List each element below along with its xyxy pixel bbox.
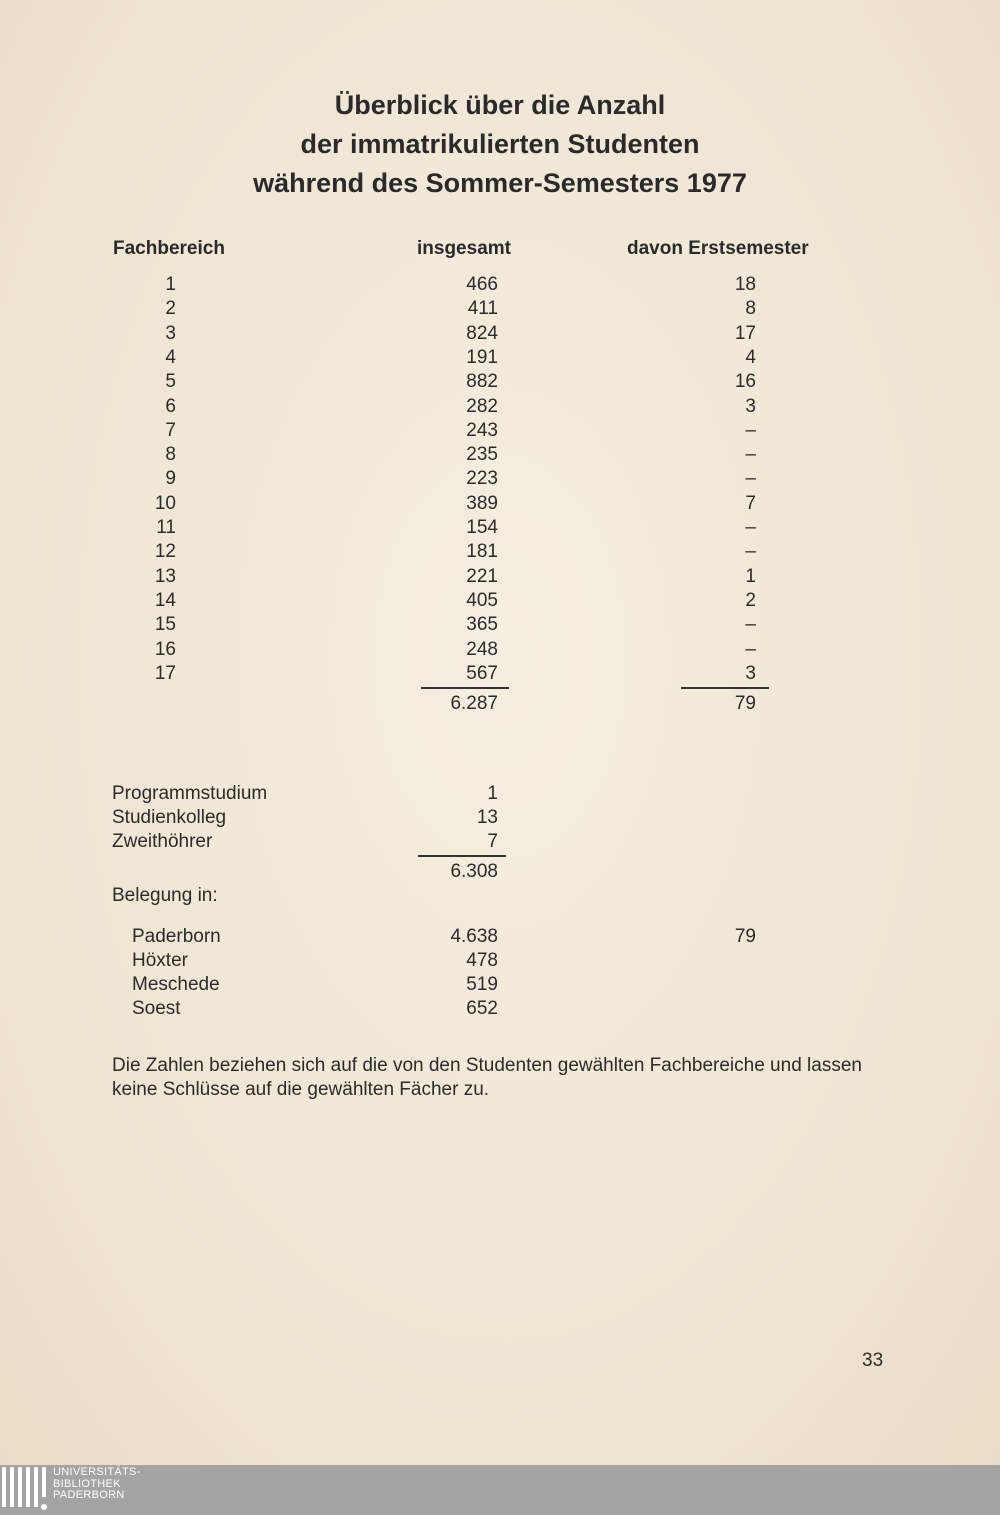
library-name-line-1: UNIVERSITÄTS- [53, 1466, 141, 1478]
fachbereich-number: 8 [165, 444, 176, 466]
location-value: 519 [466, 974, 498, 995]
footnote: Die Zahlen beziehen sich auf die von den Studenten gewählten Fachbereiche und lassen keine Schlüsse auf die gewählten Fächer zu. [112, 1055, 862, 1100]
library-logo-icon [0, 1465, 50, 1515]
fachbereich-number: 12 [154, 541, 176, 563]
total-value: 411 [467, 298, 498, 320]
belegung-heading: Belegung in: [112, 885, 218, 906]
header-fachbereich: Fachbereich [113, 238, 225, 259]
location-label: Paderborn [132, 926, 221, 947]
total-value: 181 [466, 541, 498, 563]
first-semester-value: 8 [745, 298, 756, 320]
first-semester-value: 2 [745, 589, 756, 611]
first-semester-value: – [745, 614, 756, 636]
fachbereich-number: 5 [165, 371, 176, 393]
library-footer-bar [0, 1465, 1000, 1515]
header-erstsemester: davon Erstsemester [627, 238, 809, 259]
fachbereich-number: 9 [165, 468, 176, 490]
extra-label: Studienkolleg [112, 807, 227, 828]
header-insgesamt: insgesamt [417, 238, 511, 259]
first-semester-value: 17 [734, 322, 756, 344]
total-value: 389 [466, 492, 498, 514]
fachbereich-number: 3 [165, 322, 176, 344]
extra-value: 7 [487, 831, 498, 852]
library-name-line-3: PADERBORN [53, 1489, 125, 1501]
total-value: 365 [466, 614, 498, 636]
first-semester-value: – [745, 517, 756, 538]
total-value: 248 [466, 638, 498, 660]
location-value: 652 [466, 998, 498, 1019]
fachbereich-number: 1 [165, 274, 176, 295]
page-number: 33 [862, 1350, 884, 1371]
extra-label: Programmstudium [112, 783, 268, 804]
total-value: 882 [466, 371, 498, 393]
fachbereich-number: 16 [154, 638, 176, 660]
first-semester-value: 3 [745, 395, 756, 417]
total-value: 221 [466, 565, 498, 587]
extra-value: 1 [487, 783, 498, 804]
sum-rule-total [421, 687, 509, 689]
first-semester-value: 3 [745, 662, 756, 684]
extra-label: Zweithöhrer [112, 831, 213, 852]
first-semester-value: – [745, 419, 756, 441]
total-value: 154 [466, 517, 498, 538]
location-value: 478 [466, 950, 498, 971]
location-label: Meschede [132, 974, 220, 995]
first-semester-value: 16 [734, 371, 756, 393]
title-line-2: der immatrikulierten Studenten [300, 129, 700, 159]
first-semester-value: – [745, 541, 756, 563]
total-value: 405 [466, 589, 498, 611]
total-value: 243 [466, 419, 498, 441]
first-semester-value: – [745, 468, 756, 490]
grand-total: 6.308 [450, 861, 498, 882]
fachbereich-number: 7 [165, 419, 176, 441]
subtotal-total: 6.287 [450, 693, 498, 714]
fachbereich-number: 11 [156, 517, 176, 538]
fachbereich-number: 6 [165, 395, 176, 417]
first-semester-value: 18 [734, 274, 756, 295]
first-semester-value: – [745, 444, 756, 466]
fachbereich-number: 4 [165, 346, 176, 368]
location-label: Soest [132, 998, 181, 1019]
total-value: 466 [466, 274, 498, 295]
total-value: 191 [466, 346, 498, 368]
library-name [53, 1467, 141, 1502]
total-value: 223 [466, 468, 498, 490]
sum-rule-first [681, 687, 769, 689]
title-line-1: Überblick über die Anzahl [334, 90, 666, 120]
fachbereich-number: 15 [154, 614, 176, 636]
fachbereich-number: 2 [165, 298, 176, 320]
first-semester-value: 7 [745, 492, 756, 514]
title-line-3: während des Sommer-Semesters 1977 [253, 168, 747, 198]
location-value: 4.638 [450, 926, 498, 947]
library-name-line-2: BIBLIOTHEK [53, 1477, 121, 1490]
fachbereich-number: 13 [154, 565, 176, 587]
fachbereich-number: 17 [154, 662, 176, 684]
first-semester-value: 4 [745, 346, 756, 368]
total-value: 282 [466, 395, 498, 417]
extra-value: 13 [476, 807, 498, 828]
grand-total-rule [418, 855, 506, 857]
first-semester-value: 1 [745, 565, 756, 587]
total-value: 567 [466, 662, 498, 684]
total-value: 235 [466, 444, 498, 466]
location-first: 79 [734, 926, 756, 947]
total-value: 824 [466, 322, 498, 344]
fachbereich-number: 10 [154, 492, 176, 514]
first-semester-value: – [745, 638, 756, 660]
location-label: Höxter [132, 950, 188, 971]
subtotal-first: 79 [734, 693, 756, 714]
fachbereich-number: 14 [154, 589, 176, 611]
